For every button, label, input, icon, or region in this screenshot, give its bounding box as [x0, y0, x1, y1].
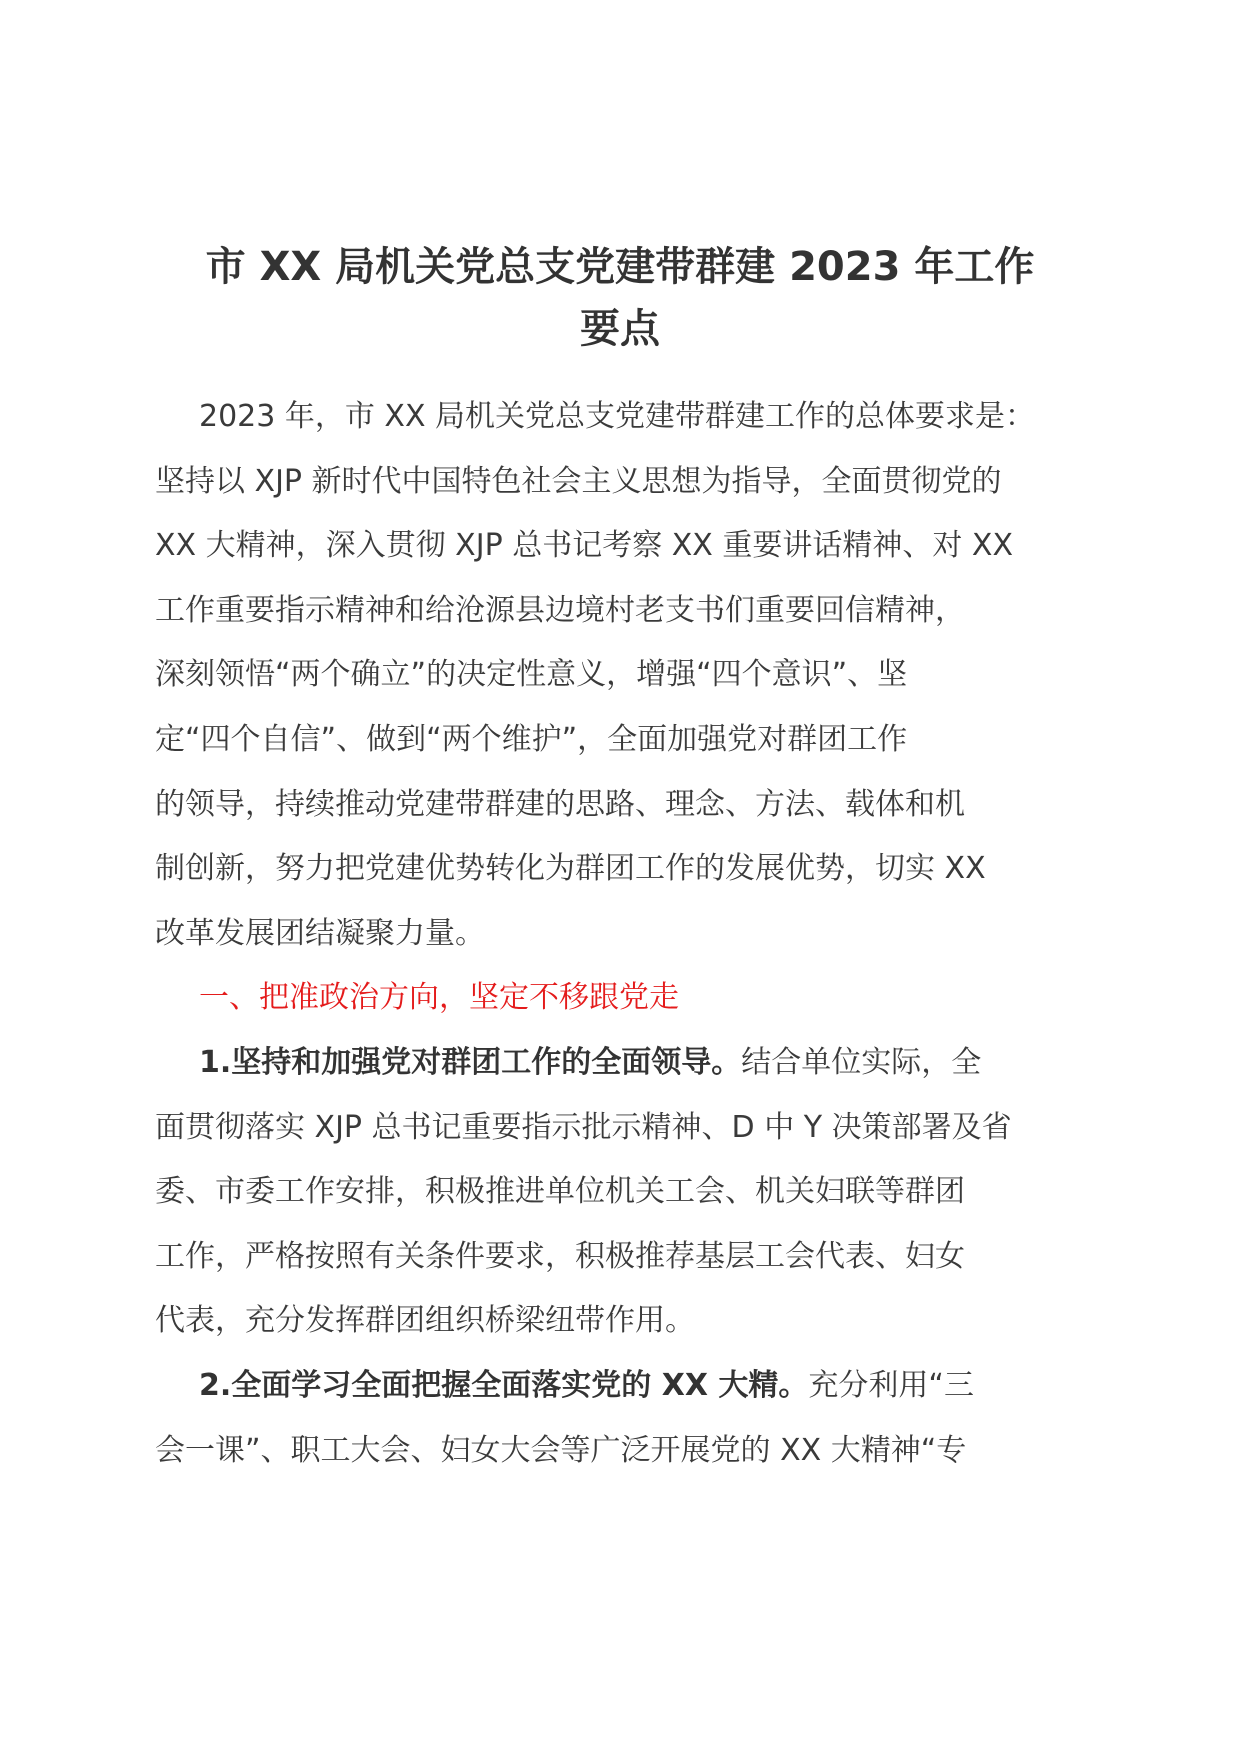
document-body: [155, 385, 1115, 1483]
item-2-first-line: [155, 1354, 1115, 1419]
intro-line: XX 大精神，深入贯彻 XJP 总书记考察 XX 重要讲话精神、对 XX: [155, 528, 1014, 564]
item-1-heading: 1.坚持和加强党对群团工作的全面领导。: [199, 1044, 742, 1080]
item-2-text: 充分利用“三: [808, 1367, 974, 1403]
item-2-heading: 2.全面学习全面把握全面落实党的 XX 大精。: [199, 1367, 809, 1403]
intro-line: 坚持以 XJP 新时代中国特色社会主义思想为指导，全面贯彻党的: [155, 463, 1002, 499]
intro-line: 工作重要指示精神和给沧源县边境村老支书们重要回信精神，: [155, 592, 965, 628]
item-1-line: 工作，严格按照有关条件要求，积极推荐基层工会代表、妇女: [155, 1238, 965, 1274]
title-line-1: 市 XX 局机关党总支党建带群建 2023 年工作: [205, 244, 1035, 290]
document-title: [140, 236, 1100, 360]
section-heading: 一、把准政治方向，坚定不移跟党走: [199, 980, 679, 1016]
title-line-2: 要点: [580, 306, 660, 352]
intro-line: 制创新，努力把党建优势转化为群团工作的发展优势，切实 XX: [155, 851, 986, 887]
intro-line: 的领导，持续推动党建带群建的思路、理念、方法、载体和机: [155, 786, 965, 822]
item-1-line: 委、市委工作安排，积极推进单位机关工会、机关妇联等群团: [155, 1174, 965, 1210]
intro-line: 定“四个自信”、做到“两个维护”，全面加强党对群团工作: [155, 721, 908, 757]
intro-line: 2023 年，市 XX 局机关党总支党建带群建工作的总体要求是：: [199, 399, 1036, 434]
intro-line: 改革发展团结凝聚力量。: [155, 915, 485, 951]
item-1-first-line: [155, 1031, 1115, 1096]
intro-line: 深刻领悟“两个确立”的决定性意义，增强“四个意识”、坚: [155, 657, 908, 693]
item-1-line: 面贯彻落实 XJP 总书记重要指示批示精神、D 中 Y 决策部署及省: [155, 1109, 1012, 1145]
item-1-text: 结合单位实际，全: [741, 1044, 982, 1080]
item-2-line: 会一课”、职工大会、妇女大会等广泛开展党的 XX 大精神“专: [155, 1432, 967, 1468]
item-1-line: 代表，充分发挥群团组织桥梁纽带作用。: [155, 1303, 695, 1339]
